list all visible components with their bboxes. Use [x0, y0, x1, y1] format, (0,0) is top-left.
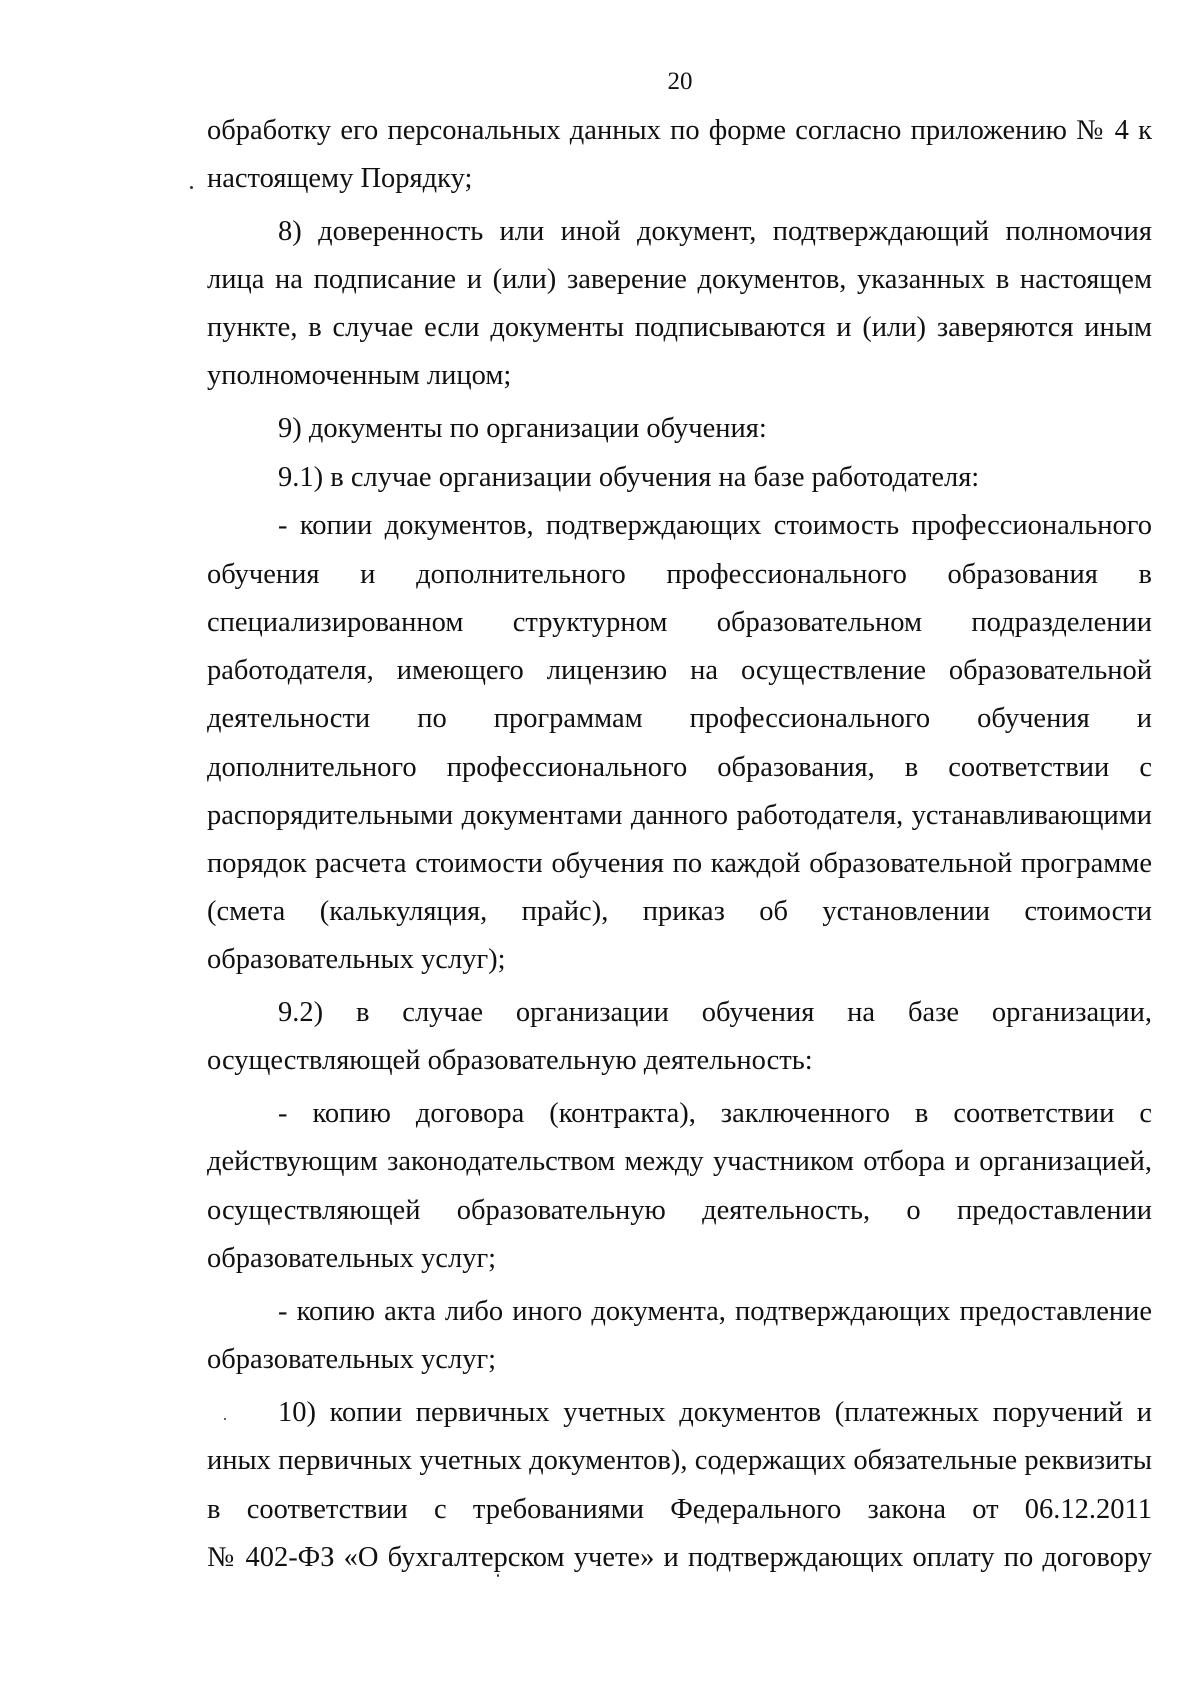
- text-line: обучения и дополнительного профессионального образования в: [207, 559, 1152, 590]
- text-line: 9.2) в случае организации обучения на базе организации,: [278, 997, 1152, 1028]
- text-line: иных первичных учетных документов), содержащих обязательные реквизиты: [207, 1445, 1152, 1476]
- text-line: 9.1) в случае организации обучения на базе работодателя:: [278, 462, 980, 493]
- text-line: 10) копии первичных учетных документов (платежных поручений и: [278, 1397, 1152, 1428]
- page-number: 20: [667, 68, 693, 95]
- text-line: осуществляющей образовательную деятельность:: [207, 1045, 813, 1076]
- text-line: уполномоченным лицом;: [207, 360, 512, 391]
- text-line: № 402-ФЗ «О бухгалтерском учете» и подтверждающих оплату по договору: [207, 1542, 1152, 1573]
- text-line: настоящему Порядку;: [207, 163, 473, 194]
- text-line: в соответствии с требованиями Федерального закона от 06.12.2011: [207, 1494, 1152, 1525]
- text-line: - копии документов, подтверждающих стоимость профессионального: [278, 510, 1152, 541]
- text-line: действующим законодательством между участником отбора и организацией,: [207, 1146, 1152, 1177]
- text-line: пункте, в случае если документы подписываются и (или) заверяются иным: [207, 312, 1152, 343]
- scan-speck: [497, 1574, 499, 1577]
- text-line: (смета (калькуляция, прайс), приказ об установлении стоимости: [207, 896, 1152, 927]
- text-line: обработку его персональных данных по форме согласно приложению № 4 к: [207, 115, 1152, 146]
- text-line: порядок расчета стоимости обучения по каждой образовательной программе: [207, 848, 1152, 879]
- text-line: распорядительными документами данного работодателя, устанавливающими: [207, 800, 1152, 831]
- text-line: осуществляющей образовательную деятельность, о предоставлении: [207, 1195, 1152, 1226]
- text-line: образовательных услуг;: [207, 1243, 497, 1274]
- scan-speck: [224, 1418, 226, 1420]
- text-line: специализированном структурном образовательном подразделении: [207, 607, 1152, 638]
- text-line: работодателя, имеющего лицензию на осуществление образовательной: [207, 655, 1152, 686]
- text-line: образовательных услуг);: [207, 944, 506, 975]
- text-line: 9) документы по организации обучения:: [278, 413, 767, 444]
- text-line: лица на подписание и (или) заверение документов, указанных в настоящем: [207, 264, 1152, 295]
- text-line: дополнительного профессионального образования, в соответствии с: [207, 752, 1152, 783]
- text-line: - копию акта либо иного документа, подтверждающих предоставление: [278, 1296, 1152, 1327]
- text-line: - копию договора (контракта), заключенного в соответствии с: [278, 1098, 1152, 1129]
- scan-speck: [190, 186, 193, 189]
- text-line: деятельности по программам профессионального обучения и: [207, 703, 1152, 734]
- text-line: 8) доверенность или иной документ, подтверждающий полномочия: [278, 216, 1152, 247]
- text-line: образовательных услуг;: [207, 1344, 497, 1375]
